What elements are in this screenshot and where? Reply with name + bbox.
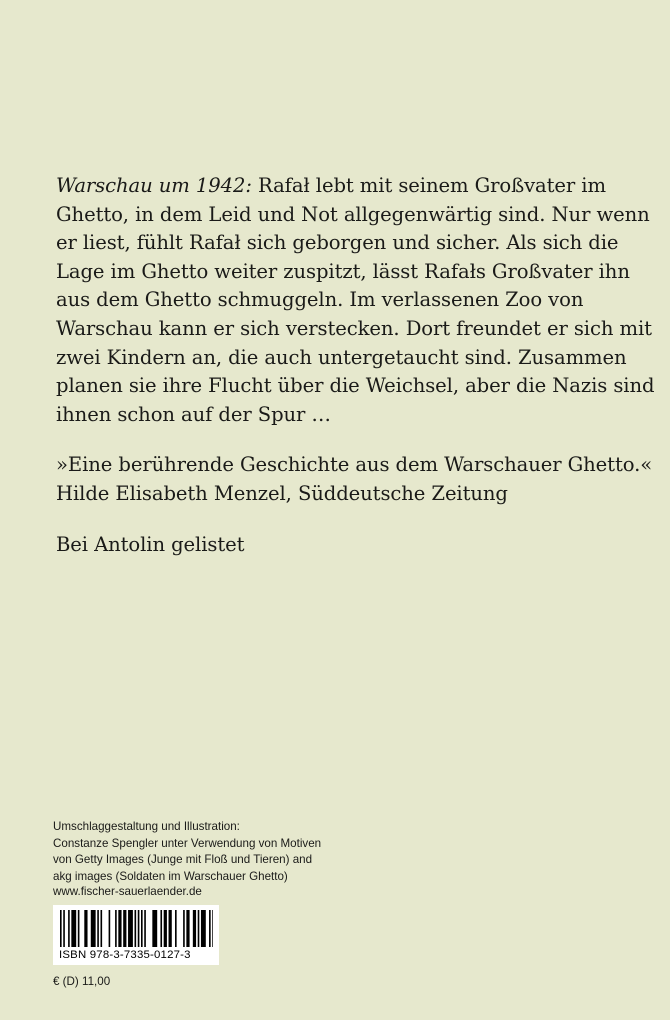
barcode-bars bbox=[59, 910, 213, 947]
blurb-line-8: planen sie ihre Flucht über die Weichsel, aber die Nazis sind bbox=[56, 374, 655, 398]
barcode-bar bbox=[63, 910, 65, 947]
credits-line-3: von Getty Images (Junge mit Floß und Tieren) and bbox=[53, 853, 313, 867]
isbn-barcode bbox=[53, 905, 219, 965]
price: € (D) 11,00 bbox=[53, 975, 111, 988]
barcode-bar bbox=[118, 910, 121, 947]
blurb-line-3: er liest, fühlt Rafał sich geborgen und sicher. Als sich die bbox=[56, 231, 619, 255]
antolin-note: Bei Antolin gelistet bbox=[56, 533, 245, 556]
barcode-bar bbox=[141, 910, 143, 947]
barcode-bar bbox=[183, 910, 185, 947]
blurb-line-2: Ghetto, in dem Leid und Not allgegenwärtig sind. Nur wenn bbox=[56, 202, 650, 226]
barcode-bar bbox=[109, 910, 111, 947]
barcode-bar bbox=[164, 910, 167, 947]
blurb-line-1: Warschau um 1942: Rafał lebt mit seinem Großvater im bbox=[56, 174, 606, 197]
blurb-text bbox=[56, 172, 656, 429]
barcode-bar bbox=[160, 910, 162, 947]
blurb-lead: Warschau um 1942: bbox=[56, 174, 252, 197]
blurb-line-4: Lage im Ghetto weiter zuspitzt, lässt Rafałs Großvater ihn bbox=[56, 259, 630, 283]
review-quote-text: »Eine berührende Geschichte aus dem Warschauer Ghetto.« bbox=[56, 453, 653, 476]
blurb-line-9: ihnen schon auf der Spur … bbox=[56, 402, 331, 426]
barcode-bar bbox=[91, 910, 96, 947]
barcode-bar bbox=[97, 910, 99, 947]
barcode-bar bbox=[169, 910, 172, 947]
barcode-bar bbox=[115, 910, 117, 947]
blurb-line-5: aus dem Ghetto schmuggeln. Im verlassenen Zoo von bbox=[56, 288, 584, 312]
credits-line-2: Constanze Spengler unter Verwendung von Motiven bbox=[53, 836, 322, 850]
barcode-bar bbox=[138, 910, 140, 947]
review-quote bbox=[56, 451, 656, 508]
blurb-line-6: Warschau kann er sich verstecken. Dort freundet er sich mit bbox=[56, 316, 652, 340]
credits-line-1: Umschlaggestaltung und Illustration: bbox=[53, 820, 240, 833]
cover-credits bbox=[53, 819, 321, 885]
barcode-bar bbox=[152, 910, 157, 947]
barcode-bar bbox=[135, 910, 137, 947]
barcode-bar bbox=[68, 910, 70, 947]
credits-line-4: akg images (Soldaten im Warschauer Ghetto) bbox=[53, 869, 288, 883]
isbn-number: ISBN 978-3-7335-0127-3 bbox=[59, 949, 191, 961]
barcode-bar bbox=[193, 910, 196, 947]
barcode-bar bbox=[186, 910, 189, 947]
barcode-bar bbox=[198, 910, 200, 947]
barcode-bar bbox=[128, 910, 133, 947]
barcode-bar bbox=[78, 910, 80, 947]
barcode-bar bbox=[101, 910, 103, 947]
barcode-bar bbox=[212, 910, 213, 947]
barcode-bar bbox=[144, 910, 146, 947]
barcode-bar bbox=[209, 910, 211, 947]
barcode-bar bbox=[71, 910, 76, 947]
publisher-website: www.fischer-sauerlaender.de bbox=[53, 885, 202, 898]
barcode-bar bbox=[84, 910, 87, 947]
barcode-bar bbox=[201, 910, 206, 947]
barcode-bar bbox=[175, 910, 177, 947]
review-source: Hilde Elisabeth Menzel, Süddeutsche Zeitung bbox=[56, 481, 508, 505]
blurb-line-7: zwei Kindern an, die auch untergetaucht sind. Zusammen bbox=[56, 345, 627, 369]
barcode-bar bbox=[60, 910, 62, 947]
barcode-bar bbox=[123, 910, 126, 947]
